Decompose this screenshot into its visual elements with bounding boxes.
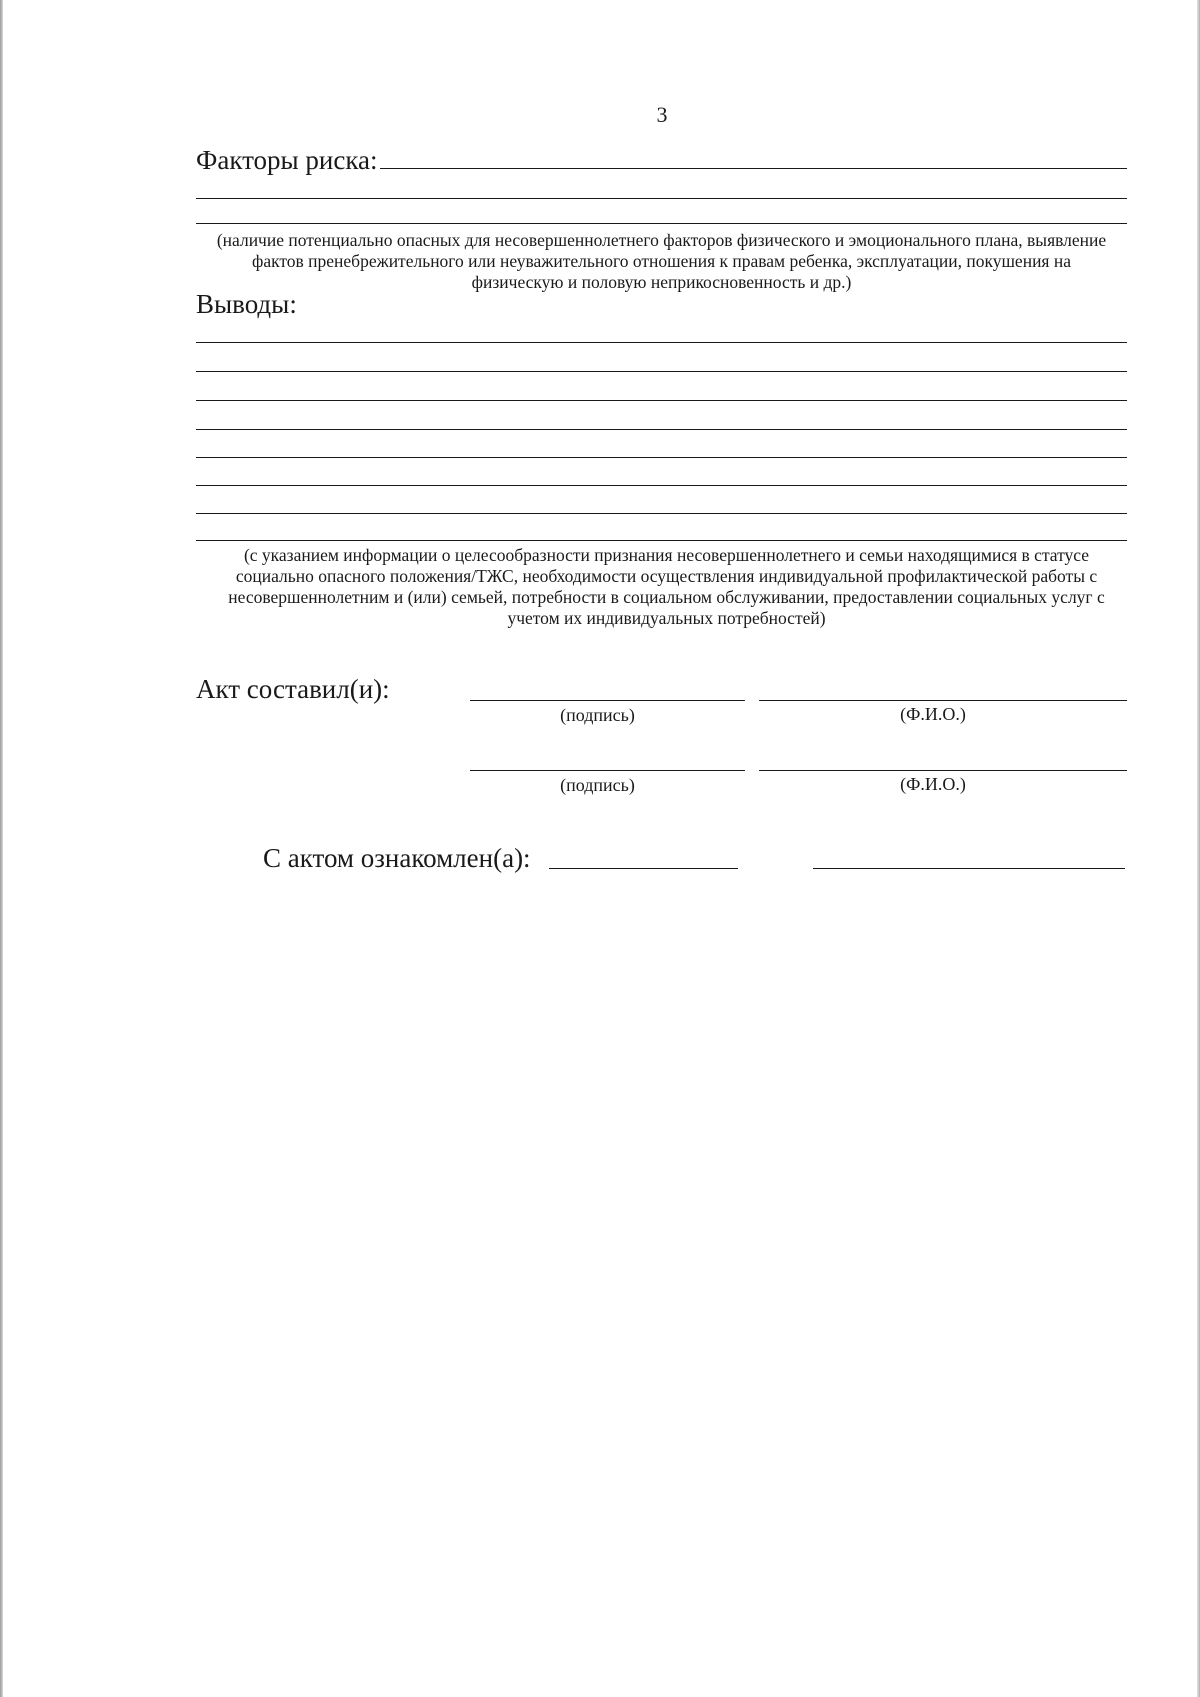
conclusions-line-3[interactable]	[196, 400, 1127, 401]
signature-line-2[interactable]	[470, 770, 745, 771]
conclusions-line-2[interactable]	[196, 371, 1127, 372]
risk-factors-note: (наличие потенциально опасных для несовершеннолетнего факторов физического и эмоционального плана, выявление фактов пренебрежительного или неуважительного отношения к правам ребенка, эксплуатации, покушения на физическую и половую неприкосновенность и др.)	[216, 230, 1107, 292]
risk-factors-line-2[interactable]	[196, 198, 1127, 199]
conclusions-note: (с указанием информации о целесообразности признания несовершеннолетнего и семьи находящимися в статусе социально опасного положения/ТЖС, необходимости осуществления индивидуальной профилактической работы с несовершеннолетним и (или) семьей, потребности в социальном обслуживании, предоставлении социальных услуг с учетом их индивидуальных потребностей)	[228, 545, 1105, 628]
risk-factors-line-1[interactable]	[380, 168, 1127, 169]
conclusions-line-6[interactable]	[196, 485, 1127, 486]
signature-caption-1: (подпись)	[560, 705, 635, 725]
risk-factors-label: Факторы риска:	[196, 145, 378, 175]
risk-factors-line-3[interactable]	[196, 223, 1127, 224]
signature-line-1[interactable]	[470, 700, 745, 701]
scan-edge-left	[0, 0, 3, 1697]
conclusions-line-4[interactable]	[196, 429, 1127, 430]
conclusions-label: Выводы:	[196, 289, 297, 319]
name-line-1[interactable]	[759, 700, 1127, 701]
conclusions-line-8[interactable]	[196, 540, 1127, 541]
conclusions-line-1[interactable]	[196, 342, 1127, 343]
acknowledged-name-line[interactable]	[813, 868, 1125, 869]
acknowledged-signature-line[interactable]	[549, 868, 738, 869]
page-number: 3	[656, 102, 668, 127]
compiled-by-label: Акт составил(и):	[196, 674, 390, 704]
conclusions-line-7[interactable]	[196, 513, 1127, 514]
name-caption-1: (Ф.И.О.)	[900, 704, 966, 724]
acknowledged-label: С актом ознакомлен(а):	[263, 843, 531, 873]
name-caption-2: (Ф.И.О.)	[900, 774, 966, 794]
name-line-2[interactable]	[759, 770, 1127, 771]
signature-caption-2: (подпись)	[560, 775, 635, 795]
conclusions-line-5[interactable]	[196, 457, 1127, 458]
